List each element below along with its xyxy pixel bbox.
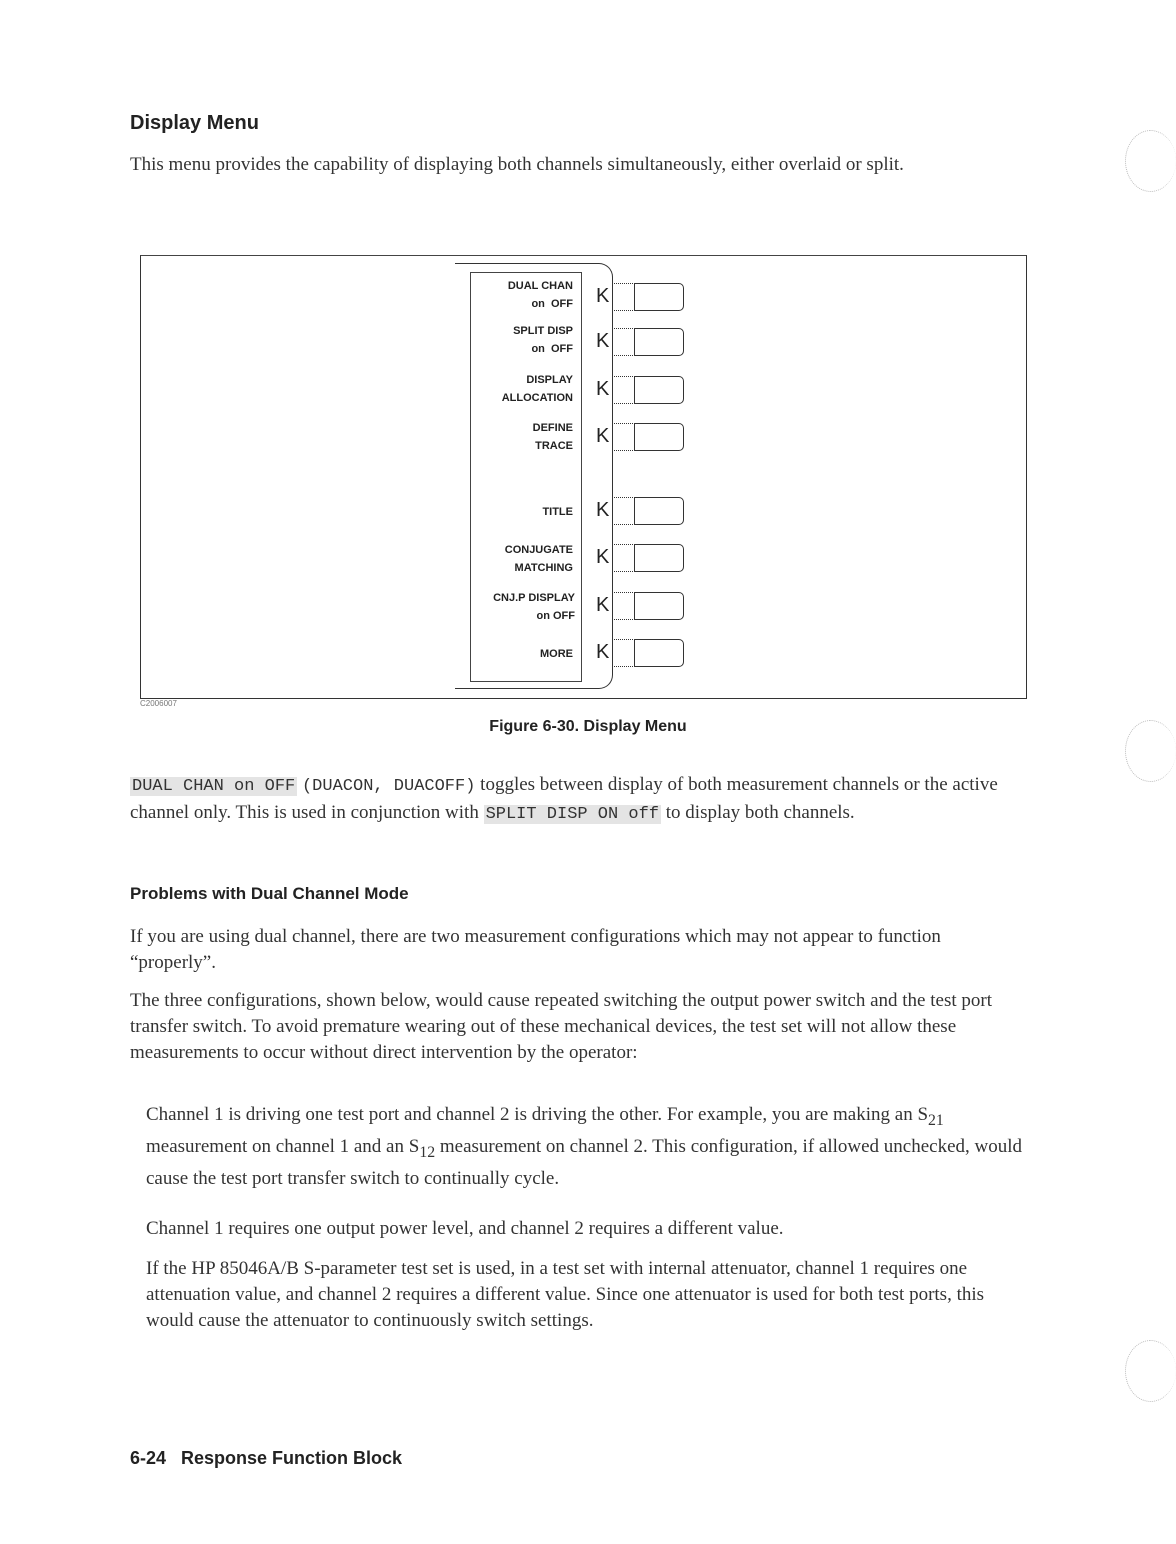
softkey-label: DEFINE TRACE [532,422,573,452]
softkey-label: CNJ.P DISPLAY on OFF [493,592,575,622]
softkey-button: K [612,497,682,525]
softkey-button: K [612,376,682,404]
paragraph: If you are using dual channel, there are two measurement configurations which may not appear to function “properly”. [130,926,941,973]
softkey-button: K [612,328,682,356]
softkey-menu [470,272,582,682]
softkey-label: CONJUGATE MATCHING [504,544,573,574]
softkey-button: K [612,283,682,311]
softkey-button: K [612,639,682,667]
list-item: Channel 1 is driving one test port and channel 2 is driving the other. For example, you are making an $S_{21}$ measurement on channel 1 and an $S_{12}$ measurement on channel 2. This configuration, if allowed unchecked, would cause the test port transfer switch to continually cycle. [146,1104,1023,1189]
figure-id: C2006007 [140,699,177,708]
dual-chan-description [130,772,1040,828]
paragraph: The three configurations, shown below, would cause repeated switching the output power switch and the test port transfer switch. To avoid premature wearing out of these mechanical devices, the test set will not allow these measurements to occur without direct intervention by the operator: [130,990,992,1063]
subsection-heading: Problems with Dual Channel Mode [130,884,409,903]
softkey-button: K [612,544,682,572]
list-item: Channel 1 requires one output power level, and channel 2 requires a different value. [146,1218,784,1239]
command-names: (DUACON, DUACOFF) [301,777,476,796]
softkey-button: K [612,592,682,620]
description-text: to display both channels. [661,802,855,823]
intro-paragraph: This menu provides the capability of displaying both channels simultaneously, either overlaid or split. [130,154,904,175]
softkey-label: DUAL CHAN on OFF [507,280,573,310]
key-split-disp: SPLIT DISP ON off [485,805,660,824]
punch-hole [1125,1340,1176,1402]
section-heading: Display Menu [130,112,259,134]
punch-hole [1125,130,1176,192]
softkey-label: TITLE [542,506,573,518]
page-footer: 6-24 Response Function Block [130,1448,403,1468]
figure-caption: Figure 6-30. Display Menu [489,718,687,735]
softkey-label: MORE [540,648,573,660]
softkey-button: K [612,423,682,451]
softkey-label: DISPLAY ALLOCATION [501,374,573,404]
softkey-label: SPLIT DISP on OFF [513,325,573,355]
description-text: toggles between display of both measurement channels or the active channel only. This is used in conjunction with [130,774,998,823]
key-dual-chan: DUAL CHAN on OFF [132,777,296,796]
list-item: If the HP 85046A/B S-parameter test set is used, in a test set with internal attenuator, channel 1 requires one attenuation value, and channel 2 requires a different value. Since one attenuator is used for both test ports, this would cause the attenuator to continuously switch settings. [146,1258,985,1331]
